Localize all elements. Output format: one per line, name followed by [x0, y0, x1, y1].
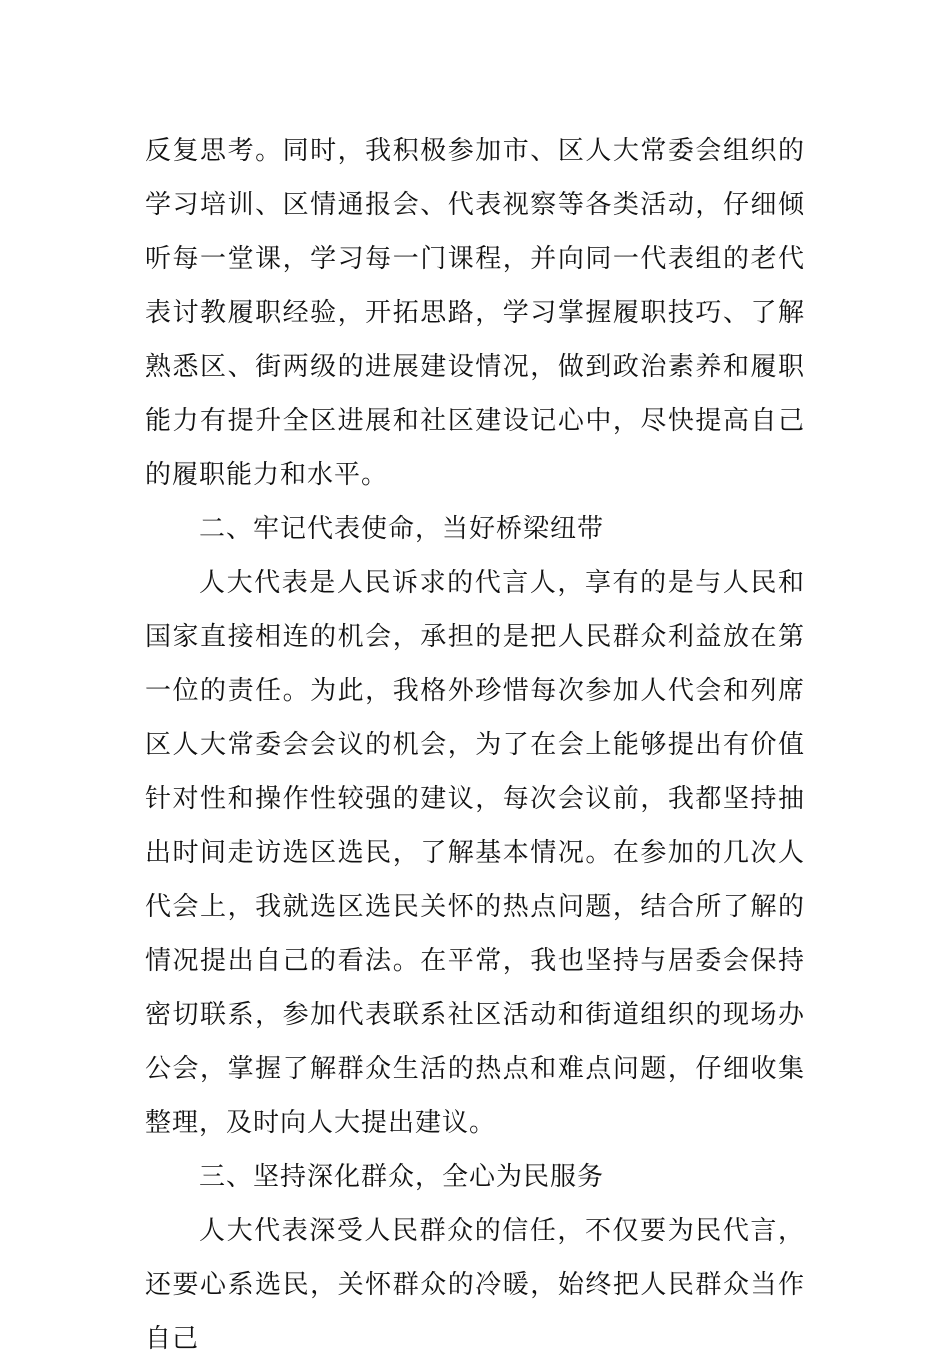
section-heading-three: 三、坚持深化群众，全心为民服务: [199, 1162, 605, 1192]
paragraph-section-three: 人大代表深受人民群众的信任，不仅要为民代言，还要心系选民，关怀群众的冷暖，始终把人民群众当作自己: [145, 1216, 805, 1354]
paragraph-continuation: 反复思考。同时，我积极参加市、区人大常委会组织的学习培训、区情通报会、代表视察等各类活动，仔细倾听每一堂课，学习每一门课程，并向同一代表组的老代表讨教履职经验，开拓思路，学习掌握履职技巧、了解熟悉区、街两级的进展建设情况，做到政治素养和履职能力有提升全区进展和社区建设记心中，尽快提高自己的履职能力和水平。: [145, 136, 805, 490]
section-heading-two: 二、牢记代表使命，当好桥梁纽带: [199, 514, 605, 544]
paragraph-section-two: 人大代表是人民诉求的代言人，享有的是与人民和国家直接相连的机会，承担的是把人民群众利益放在第一位的责任。为此，我格外珍惜每次参加人代会和列席区人大常委会会议的机会，为了在会上能够提出有价值针对性和操作性较强的建议，每次会议前，我都坚持抽出时间走访选区选民，了解基本情况。在参加的几次人代会上，我就选区选民关怀的热点问题，结合所了解的情况提出自己的看法。在平常，我也坚持与居委会保持密切联系，参加代表联系社区活动和街道组织的现场办公会，掌握了解群众生活的热点和难点问题，仔细收集整理，及时向人大提出建议。: [145, 568, 805, 1138]
document-body: [145, 124, 805, 1366]
